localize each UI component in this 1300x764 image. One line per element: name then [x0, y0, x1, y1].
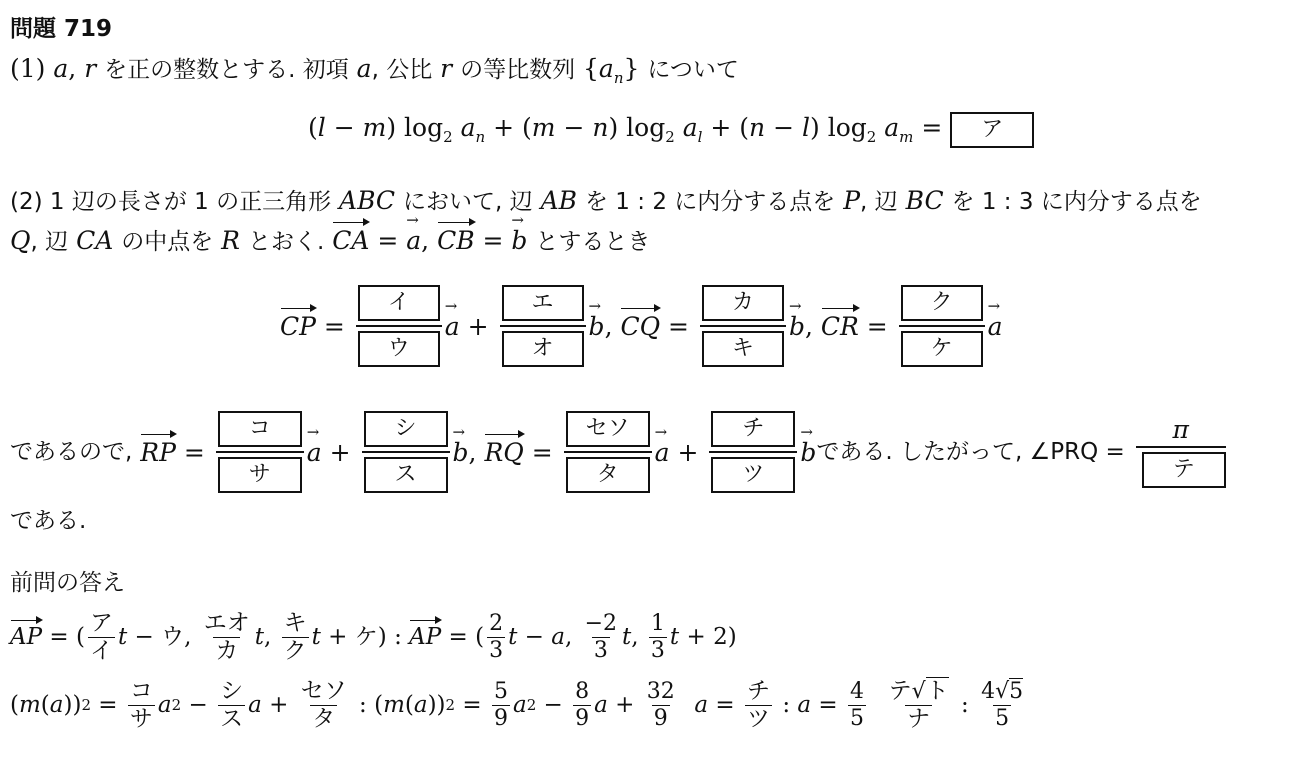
part2-text-d: , 辺	[860, 189, 898, 215]
ap-answer-d1: 3	[489, 638, 504, 663]
answer-box-te[interactable]: テ	[1142, 452, 1226, 488]
answers-m-line: ( m ( a )) 2 = $\frac{\text{コ}}{\text{サ}}$ a 2 − $\frac{\text{シ}}{\text{ス}}$ a + $\frac{\text{セソ}}{\text{タ}}$ : ( m ( a )) 2 = $\frac{5}{9}$ a 2 − $\frac{8}{9}$ a + $\frac{32}{9}$ a = $\frac{\text{チ}}{\text{ツ}}$ : a = $\frac{4}{5}$ $\frac{\text{テ√ト}}{\text{ナ}}$ : $\frac{4√5}{5}$	[10, 678, 1024, 732]
m-answer-n1: 5	[493, 679, 508, 704]
m-template-seso: セソ	[300, 678, 347, 704]
part2-text-h: とおく.	[247, 229, 325, 255]
part2-rp-rq-line: であるので, RP = $\frac{\text{コ}}{\text{サ}}$ a → + $\frac{\text{シ}}{\text{ス}}$ b → , RQ = $\frac{\text{セソ}}{\text{タ}}$ a → + $\frac{\text{チ}}{\text{ツ}}$ b → である. したがって, ∠PRQ = $\frac{\pi}{\text{テ}}$	[10, 410, 1229, 494]
part2-text-i: とするとき	[535, 229, 651, 255]
m-answer-n2: 8	[575, 679, 590, 704]
answers-ap-line: AP = ( $\frac{\text{ア}}{\text{イ}}$ t − ウ , $\frac{\text{エオ}}{\text{カ}}$ t , $\frac{\text{キ}}{\text{ク}}$ t + ケ ) : AP = ( $\frac{2}{3}$ t − a , $\frac{-2}{3}$ t , $\frac{1}{3}$ t + 2)	[10, 610, 737, 664]
ap-template-ka: カ	[215, 638, 239, 664]
part2-text-c: を 1 : 2 に内分する点を	[585, 189, 836, 215]
answer-box-ta[interactable]: タ	[566, 457, 650, 493]
m-template-to: ト	[925, 678, 949, 704]
answer-box-o[interactable]: オ	[502, 331, 584, 367]
answer-box-shi[interactable]: シ	[364, 411, 448, 447]
m-template-ko: コ	[129, 678, 153, 704]
m-template-sa: サ	[129, 706, 153, 732]
answer-box-e[interactable]: エ	[502, 285, 584, 321]
part1-text2: , 公比	[371, 57, 433, 83]
ap-template-u: ウ	[161, 624, 185, 650]
part2-line2: Q, 辺 CA の中点を R とおく. CA = a →, CB = b → とするとき	[10, 228, 650, 254]
ap-answer-d3: 3	[650, 638, 665, 663]
m-template-tsu: ツ	[747, 706, 771, 732]
part1-text3: の等比数列	[460, 57, 576, 83]
part2-text-k: である. したがって, ∠PRQ =	[816, 438, 1125, 465]
part2-line1: (2) 1 辺の長さが 1 の正三角形 ABC において, 辺 AB を 1 : 2 に内分する点を P, 辺 BC を 1 : 3 に内分する点を	[10, 186, 1202, 215]
m-answer-n5: 4	[981, 679, 996, 704]
ap-template-eo: エオ	[203, 610, 250, 636]
answer-box-u[interactable]: ウ	[358, 331, 440, 367]
part2-text-j: であるので,	[10, 438, 133, 465]
m-template-shi: シ	[220, 678, 244, 704]
m-answer-d5: 5	[995, 706, 1010, 731]
part2-text-f: , 辺	[30, 229, 69, 255]
m-answer-r5: 5	[1009, 679, 1024, 704]
part2-text-b: において, 辺	[403, 189, 533, 215]
m-answer-n4: 4	[850, 679, 865, 704]
ap-template-ku: ク	[283, 638, 307, 664]
m-answer-n3: 32	[646, 679, 675, 704]
answer-box-ke[interactable]: ケ	[901, 331, 983, 367]
part1-intro: (1) a, r を正の整数とする. 初項 a, 公比 r の等比数列 $\{a_n\}$ について	[10, 54, 739, 87]
m-answer-d4: 5	[850, 706, 865, 731]
answer-box-tsu[interactable]: ツ	[711, 457, 795, 493]
answer-box-ka[interactable]: カ	[702, 285, 784, 321]
m-template-na: ナ	[907, 706, 931, 732]
ap-answer-n1: 2	[489, 611, 504, 636]
ap-answer-n3: 1	[650, 611, 665, 636]
ap-answer-d2: 3	[593, 638, 608, 663]
m-template-su: ス	[220, 706, 244, 732]
ap-template-i: イ	[89, 638, 113, 664]
m-template-chi: チ	[747, 678, 771, 704]
part2-text-e: を 1 : 3 に内分する点を	[951, 189, 1202, 215]
m-template-ta: タ	[312, 706, 336, 732]
ap-template-a: ア	[89, 610, 113, 636]
part1-label: (1)	[10, 54, 46, 83]
m-template-te: テ	[888, 678, 912, 704]
part2-line4: である.	[10, 508, 87, 534]
m-answer-d2: 9	[575, 706, 590, 731]
ap-template-ke: ケ	[354, 624, 378, 650]
m-answer-d1: 9	[493, 706, 508, 731]
problem-title: 問題 719	[10, 16, 113, 42]
answer-box-seso[interactable]: セソ	[566, 411, 650, 447]
part2-text-a: (2) 1 辺の長さが 1 の正三角形	[10, 189, 332, 215]
answer-box-sa[interactable]: サ	[218, 457, 302, 493]
answer-box-i[interactable]: イ	[358, 285, 440, 321]
answers-heading: 前問の答え	[10, 570, 125, 596]
ap-template-ki: キ	[283, 610, 307, 636]
part2-vector-equations: CP = $\frac{\text{イ}}{\text{ウ}}$ a → + $\frac{\text{エ}}{\text{オ}}$ b → , CQ = $\frac{\text{カ}}{\text{キ}}$ b → , CR = $\frac{\text{ク}}{\text{ケ}}$ a →	[280, 284, 1003, 368]
ap-answer-n2: −2	[584, 611, 618, 636]
answer-box-ku[interactable]: ク	[901, 285, 983, 321]
answer-box-chi[interactable]: チ	[711, 411, 795, 447]
answer-box-su[interactable]: ス	[364, 457, 448, 493]
part2-text-g: の中点を	[121, 229, 214, 255]
part1-equation: (l − m) $\log_2 a_n + (m - n)$ $\log_2 a_l + (n - l)$ $\log_2 a_m$ = ア	[308, 112, 1034, 148]
answer-box-a[interactable]: ア	[950, 112, 1034, 148]
part1-text: を正の整数とする. 初項	[104, 57, 349, 83]
answer-box-ko[interactable]: コ	[218, 411, 302, 447]
answer-box-ki[interactable]: キ	[702, 331, 784, 367]
part1-text4: について	[647, 57, 739, 83]
m-answer-d3: 9	[653, 706, 668, 731]
